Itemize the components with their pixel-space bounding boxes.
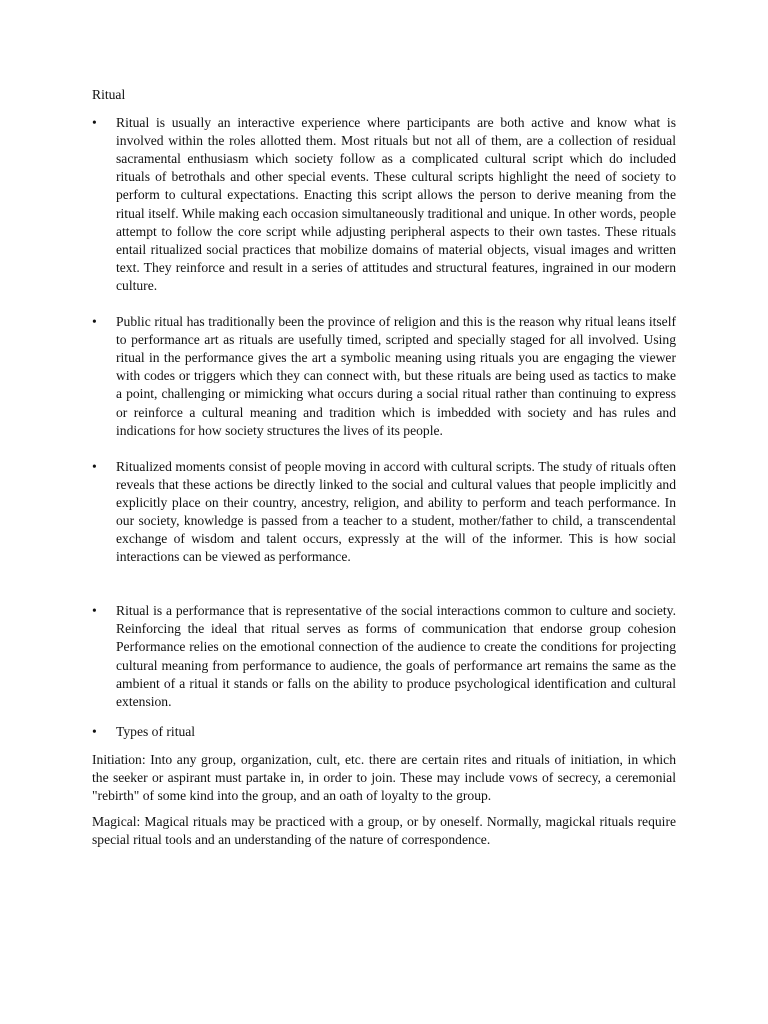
bullet-item-ritual-interactive: • Ritual is usually an interactive experience where participants are both active and know what is involved within the roles allotted them. Most rituals but not all of them, are a collection of residual sacramental enthusiasm which society follow as a complicated cultural script which do included rituals of betrothals and other special events. These cultural scripts highlight the need of society to perform to cultural expectations. Enacting this script allows the person to derive meaning from the ritual itself. While making each occasion simultaneously traditional and unique. In other words, people attempt to follow the core script while adjusting peripheral aspects to their own tastes. These rituals entail ritualized social practices that mobilize domains of material objects, visual images and written text. They reinforce and result in a series of attitudes and structural features, ingrained in our modern culture. xyxy=(92,114,676,295)
document-title: Ritual xyxy=(92,87,126,102)
bullet-list xyxy=(92,114,676,741)
paragraph-initiation: Initiation: Into any group, organization, cult, etc. there are certain rites and rituals of initiation, in which the seeker or aspirant must partake in, in order to join. These may include vows of secrecy, a ceremonial "rebirth" of some kind into the group, and an oath of loyalty to the group. xyxy=(92,751,676,804)
bullet-item-ritualized-moments: • Ritualized moments consist of people moving in accord with cultural scripts. The study of rituals often reveals that these actions be directly linked to the social and cultural values that people implicitly and explicitly place on their country, ancestry, religion, and ability to perform and teach performance. In our society, knowledge is passed from a teacher to a student, mother/father to child, a transcendental exchange of wisdom and talent occurs, expressly at the will of the informer. This is how social interactions can be viewed as performance. xyxy=(92,458,676,567)
bullet-item-types-of-ritual: • Types of ritual xyxy=(92,723,676,741)
document-page xyxy=(92,86,676,857)
bullet-item-public-ritual: • Public ritual has traditionally been the province of religion and this is the reason why ritual leans itself to performance art as rituals are usefully timed, scripted and specially staged for all involved. Using ritual in the performance gives the art a symbolic meaning using rituals you are engaging the viewer with codes or triggers which they can connect with, but these rituals are being used as tactics to make a point, challenging or mimicking what occurs during a social ritual rather than continuing to express or reinforce a cultural meaning and tradition which is imbedded with society and has rules and indications for how society structures the lives of its people. xyxy=(92,313,676,440)
paragraph-magical: Magical: Magical rituals may be practiced with a group, or by oneself. Normally, magickal rituals require special ritual tools and an understanding of the nature of correspondence. xyxy=(92,814,676,848)
bullet-item-ritual-performance: • Ritual is a performance that is representative of the social interactions common to culture and society. Reinforcing the ideal that ritual serves as forms of communication that endorse group cohesion Performance relies on the emotional connection of the audience to create the conditions for projecting cultural meaning from performance to audience, the goals of performance art remains the same as the ambient of a ritual it stands or falls on the ability to produce psychological identification and cultural extension. xyxy=(92,602,676,711)
